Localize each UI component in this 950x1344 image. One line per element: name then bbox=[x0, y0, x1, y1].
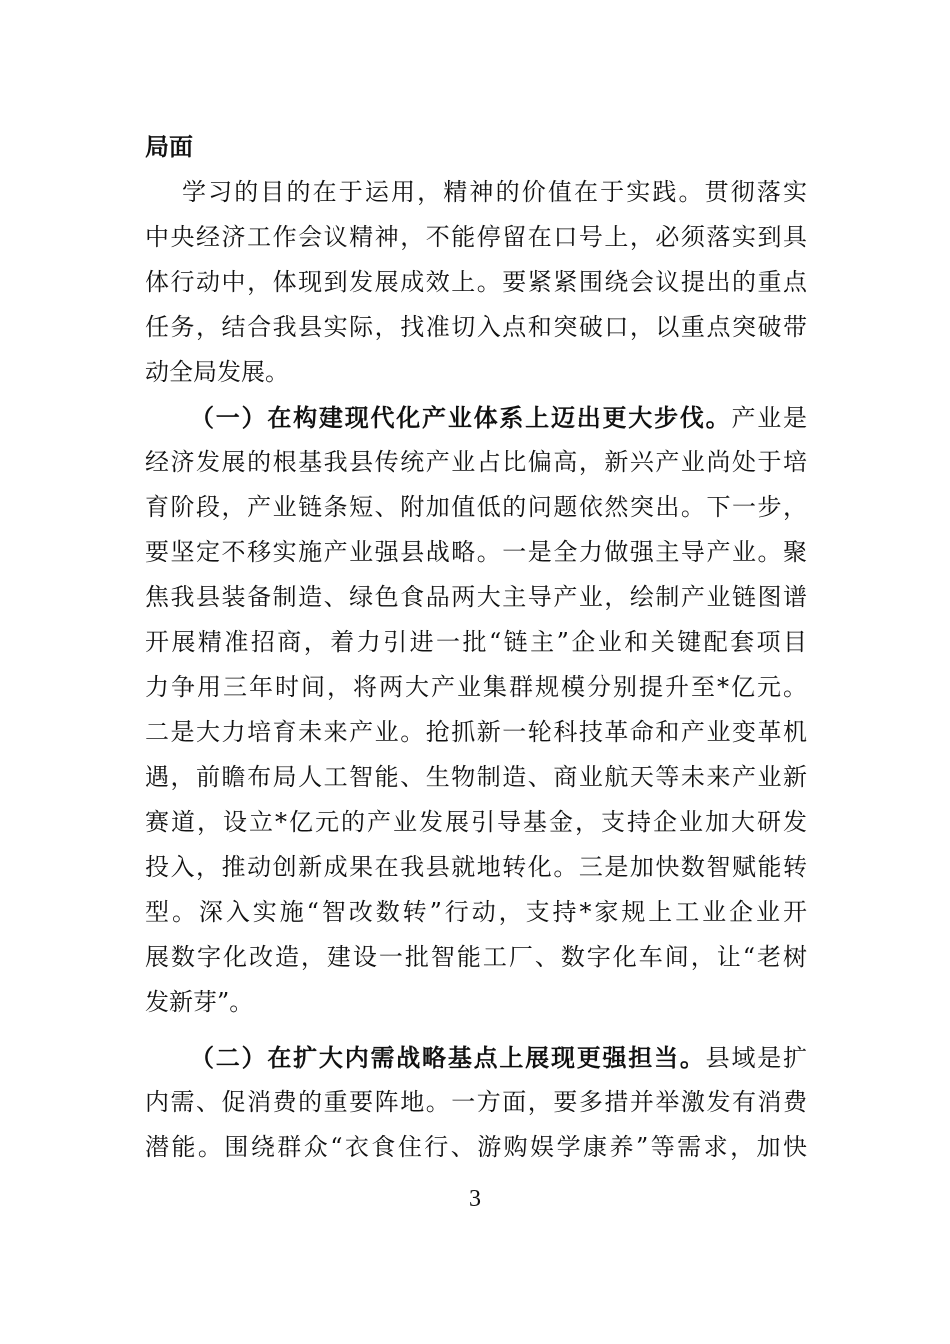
paragraph-3 bbox=[145, 1035, 807, 1170]
document-page bbox=[145, 125, 807, 1170]
subsection-title: （一）在构建现代化产业体系上迈出更大步伐。 bbox=[190, 403, 732, 432]
text-line: 型。深入实施“智改数转”行动，支持*家规上工业企业开 bbox=[145, 898, 807, 926]
text-line: 力争用三年时间，将两大产业集群规模分别提升至*亿元。 bbox=[145, 673, 807, 701]
text-line: 潜能。围绕群众“衣食住行、游购娱学康养”等需求，加快 bbox=[145, 1133, 807, 1161]
text-run: 产业是 bbox=[731, 404, 808, 432]
text-line: 展数字化改造，建设一批智能工厂、数字化车间，让“老树 bbox=[145, 943, 807, 971]
text-line: 育阶段，产业链条短、附加值低的问题依然突出。下一步， bbox=[145, 493, 807, 521]
text-line: 经济发展的根基我县传统产业占比偏高，新兴产业尚处于培 bbox=[145, 448, 807, 476]
text-line: 体行动中，体现到发展成效上。要紧紧围绕会议提出的重点 bbox=[145, 268, 807, 296]
text-line: 投入，推动创新成果在我县就地转化。三是加快数智赋能转 bbox=[145, 853, 807, 881]
text-line bbox=[145, 395, 807, 440]
paragraph-1 bbox=[145, 170, 807, 395]
text-line: 中央经济工作会议精神，不能停留在口号上，必须落实到具 bbox=[145, 223, 807, 251]
text-line: 学习的目的在于运用，精神的价值在于实践。贯彻落实 bbox=[182, 178, 807, 206]
text-line: 要坚定不移实施产业强县战略。一是全力做强主导产业。聚 bbox=[145, 538, 807, 566]
text-line: 任务，结合我县实际，找准切入点和突破口，以重点突破带 bbox=[145, 313, 807, 341]
text-line bbox=[145, 1035, 807, 1080]
paragraph-2 bbox=[145, 395, 807, 1025]
text-run: 县域是扩 bbox=[705, 1044, 808, 1072]
text-line: 焦我县装备制造、绿色食品两大主导产业，绘制产业链图谱 bbox=[145, 583, 807, 611]
text-line: 开展精准招商，着力引进一批“链主”企业和关键配套项目 bbox=[145, 628, 807, 656]
text-line: 动全局发展。 bbox=[145, 358, 289, 386]
subsection-title: （二）在扩大内需战略基点上展现更强担当。 bbox=[190, 1043, 706, 1072]
text-line: 遇，前瞻布局人工智能、生物制造、商业航天等未来产业新 bbox=[145, 763, 807, 791]
page-number: 3 bbox=[469, 1186, 481, 1212]
text-line: 赛道，设立*亿元的产业发展引导基金，支持企业加大研发 bbox=[145, 808, 807, 836]
text-line: 二是大力培育未来产业。抢抓新一轮科技革命和产业变革机 bbox=[145, 718, 807, 746]
text-line: 内需、促消费的重要阵地。一方面，要多措并举激发有消费 bbox=[145, 1088, 807, 1116]
section-heading: 局面 bbox=[145, 133, 193, 161]
text-line: 发新芽”。 bbox=[145, 988, 254, 1016]
